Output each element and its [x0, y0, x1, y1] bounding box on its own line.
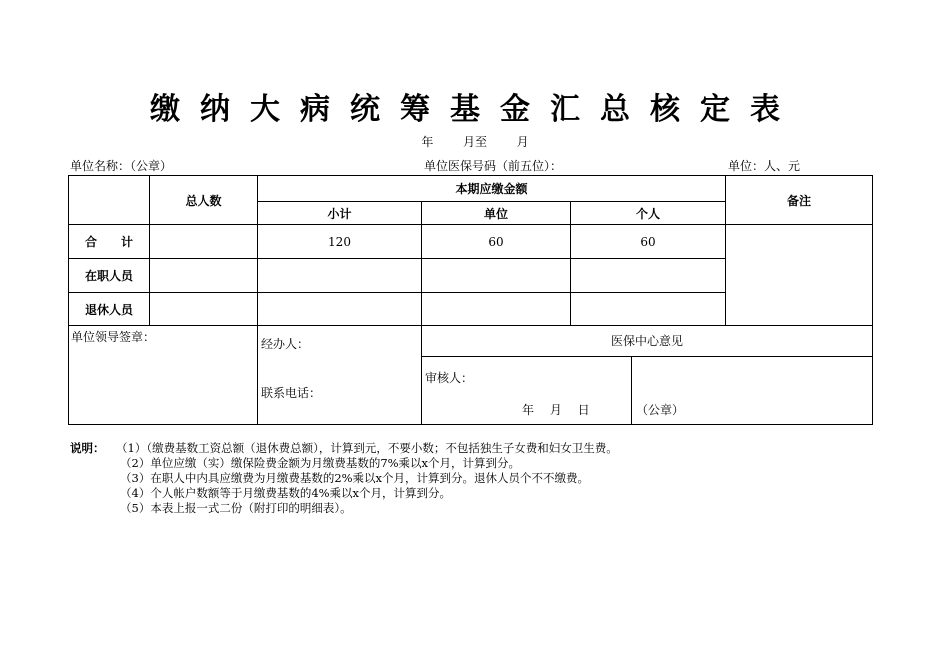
seal-label: （公章）: [636, 403, 685, 417]
unit-code-label: 单位医保号码（前五位）：: [424, 159, 563, 173]
people-cell: [150, 225, 258, 259]
header-employer: 单位: [422, 202, 571, 225]
subtotal-cell: 120: [258, 225, 422, 259]
header-remarks: 备注: [726, 176, 873, 225]
period-month-to: 月: [516, 135, 529, 149]
notes-label: 说明：: [70, 441, 105, 455]
unit-measure-label: 单位：人、元: [728, 159, 801, 173]
header-subtotal: 小计: [258, 202, 422, 225]
employer-cell: [422, 259, 571, 293]
subtotal-cell: [258, 259, 422, 293]
handler-label: 经办人：: [261, 337, 310, 351]
reviewer-label: 审核人：: [425, 371, 474, 385]
table-row: [69, 225, 873, 259]
summary-table: [68, 175, 873, 425]
form-title: 缴纳大病统筹基金汇总核定表: [150, 92, 800, 127]
seal-cell: [632, 357, 872, 424]
phone-label: 联系电话：: [261, 386, 322, 400]
personal-cell: 60: [571, 225, 726, 259]
period-year: 年: [421, 135, 434, 149]
unit-name-label: 单位名称：（公章）: [70, 159, 173, 173]
personal-cell: [571, 293, 726, 326]
note-item: （4）个人帐户数额等于月缴费基数的4%乘以x个月，计算到分。: [120, 486, 452, 500]
people-cell: [150, 259, 258, 293]
period-line: [0, 133, 950, 150]
handler-cell: [258, 326, 422, 425]
subtotal-cell: [258, 293, 422, 326]
notes-section: [70, 441, 618, 516]
row-label: 合 计: [69, 225, 150, 259]
note-item: （2）单位应缴（实）缴保险费金额为月缴费基数的7%乘以x个月，计算到分。: [120, 456, 521, 470]
opinion-cell: [422, 326, 873, 425]
row-label: 退休人员: [69, 293, 150, 326]
remarks-cell: [726, 225, 873, 326]
leader-signature-cell: [69, 326, 258, 425]
note-item: （3）在职人中内具应缴费为月缴费基数的2%乘以x个月，计算到分。退休人员个不不缴费。: [120, 471, 590, 485]
header-payable: 本期应缴金额: [258, 176, 726, 202]
employer-cell: [422, 293, 571, 326]
review-date: 年 月 日: [522, 403, 590, 417]
note-item: （1）（缴费基数工资总额（退休费总额），计算到元，不要小数；不包括独生子女费和妇女卫生费。: [116, 441, 618, 455]
corner-cell: [69, 176, 150, 225]
header-personal: 个人: [571, 202, 726, 225]
reviewer-cell: [422, 357, 632, 424]
header-total-people: 总人数: [150, 176, 258, 225]
leader-signature-label: 单位领导签章：: [71, 330, 156, 344]
people-cell: [150, 293, 258, 326]
row-label: 在职人员: [69, 259, 150, 293]
period-month-from: 月至: [462, 135, 487, 149]
opinion-title: 医保中心意见: [422, 326, 872, 357]
personal-cell: [571, 259, 726, 293]
note-item: （5）本表上报一式二份（附打印的明细表）。: [120, 501, 352, 515]
employer-cell: 60: [422, 225, 571, 259]
